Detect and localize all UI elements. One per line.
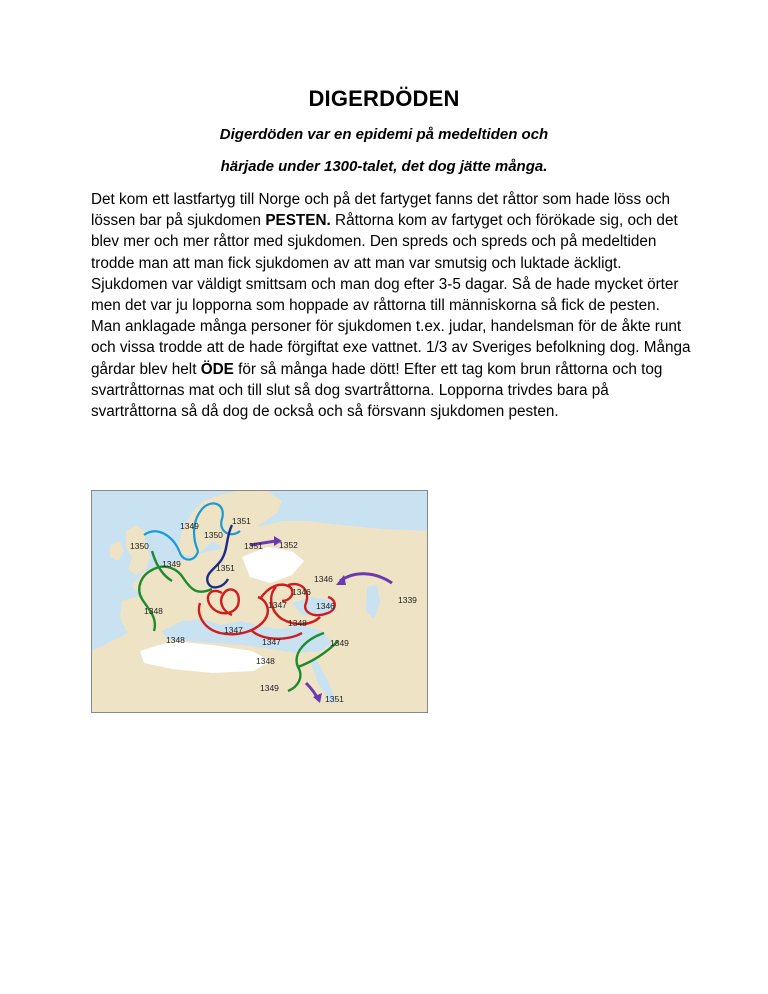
document-title: DIGERDÖDEN bbox=[308, 86, 460, 111]
map-year-label: 1349 bbox=[162, 559, 181, 569]
map-year-label: 1351 bbox=[244, 541, 263, 551]
document-subtitle-line-2: härjade under 1300-talet, det dog jätte många. bbox=[220, 158, 548, 175]
document-subtitle-line-1: Digerdöden var en epidemi på medeltiden och bbox=[219, 126, 549, 143]
map-year-label: 1352 bbox=[279, 540, 298, 550]
map-year-label: 1348 bbox=[256, 656, 275, 666]
map-year-label: 1346 bbox=[316, 601, 335, 611]
map-year-label: 1349 bbox=[260, 683, 279, 693]
map-year-label: 1351 bbox=[216, 563, 235, 573]
map-year-label: 1351 bbox=[325, 694, 344, 704]
plague-spread-map bbox=[91, 490, 428, 713]
body-text-run: Det kom ett lastfartyg till Norge och på det fartyget fanns det råttor som hade löss och lössen bar på sjukdomen bbox=[91, 191, 671, 230]
map-year-label: 1347 bbox=[262, 637, 281, 647]
map-year-label: 1350 bbox=[130, 541, 149, 551]
map-year-label: 1349 bbox=[180, 521, 199, 531]
map-year-label: 1346 bbox=[292, 587, 311, 597]
map-year-label: 1348 bbox=[166, 635, 185, 645]
map-year-label: 1346 bbox=[314, 574, 333, 584]
map-year-label: 1347 bbox=[224, 625, 243, 635]
body-text-run: Råttorna kom av fartyget och förökade sig, och det blev mer och mer råttor med sjukdomen. Den spreds och spreds och på medeltiden trodde man att man fick sjukdomen av att man var smutsig och luktade äckligt. Sjukdomen var väldigt smittsam och man dog efter 3-5 dagar. Så de hade mycket örter men det var ju lopporna som hoppade av råttorna till människorna så fick de pesten. Man anklagade många personer för sjukdomen t.ex. judar, handelsman för de åkte runt och vissa trodde att de hade förgiftat exe vattnet. 1/3 av Sveriges befolkning dog. Många gårdar blev helt bbox=[91, 212, 691, 378]
map-year-label: 1351 bbox=[232, 516, 251, 526]
map-year-label: 1350 bbox=[204, 530, 223, 540]
body-paragraph bbox=[91, 189, 691, 422]
map-year-label: 1339 bbox=[398, 595, 417, 605]
body-text-bold-ode: ÖDE bbox=[200, 360, 234, 378]
map-year-label: 1349 bbox=[330, 638, 349, 648]
map-year-label: 1348 bbox=[144, 606, 163, 616]
plague-map-svg bbox=[92, 491, 428, 713]
body-text-run: för så många hade dött! Efter ett tag kom brun råttorna och tog svartråttornas mat och till slut så dog svartråttorna. Lopporna trivdes bara på svartråttorna så då dog de också och så försvann sjukdomen pesten. bbox=[91, 360, 663, 421]
map-year-label: 1347 bbox=[268, 600, 287, 610]
body-text-bold-pesten: PESTEN. bbox=[265, 212, 331, 230]
map-year-label: 1348 bbox=[288, 618, 307, 628]
